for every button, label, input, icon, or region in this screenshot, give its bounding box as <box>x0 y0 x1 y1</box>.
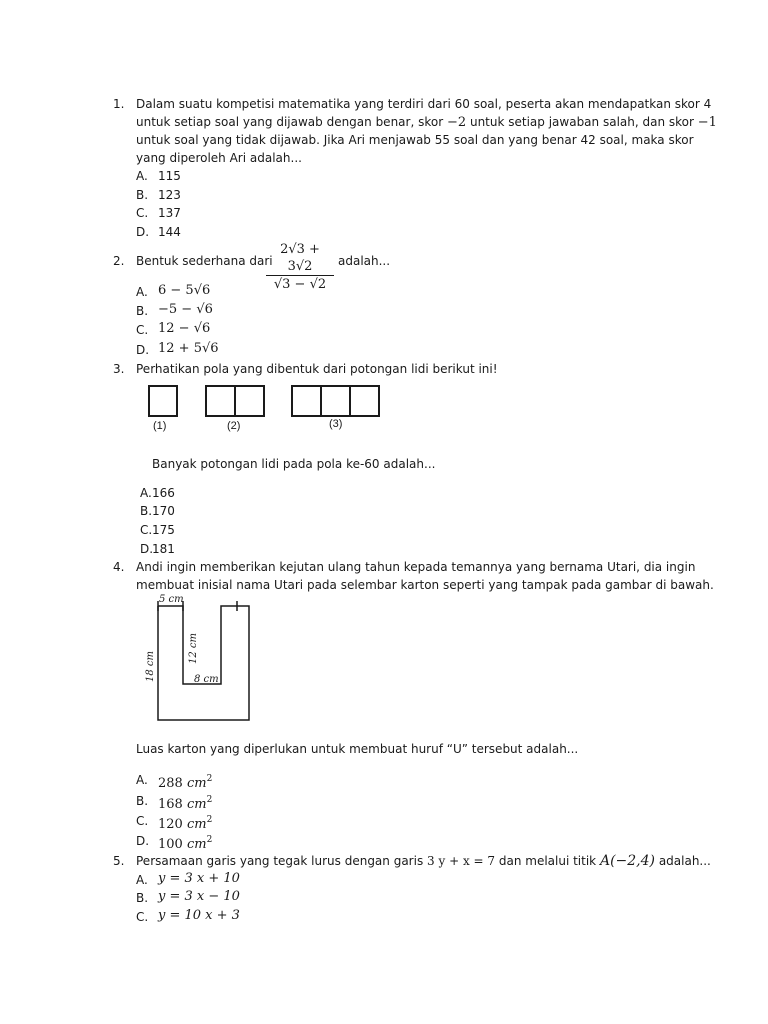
option-value: 115 <box>158 169 181 183</box>
option-letter: C. <box>136 910 149 924</box>
fraction <box>266 241 334 293</box>
question-number: 1. <box>113 97 125 111</box>
fraction-denominator: √3 − √2 <box>266 275 334 293</box>
pattern-3 <box>292 386 379 416</box>
option-value: −5 − √6 <box>158 302 213 317</box>
option-value: 166 <box>152 486 175 500</box>
dimension-label-outer-height: 18 cm <box>145 651 156 682</box>
option-letter: B. <box>136 794 149 808</box>
fraction-numerator: 2√3 + 3√2 <box>280 242 320 274</box>
math-minus-2: −2 <box>446 115 467 130</box>
option-letter: A. <box>136 773 148 787</box>
option-letter: A. <box>136 169 148 183</box>
u-shape-outline <box>158 606 249 720</box>
option-value: 120 $cm^2$ <box>158 815 213 832</box>
pattern-label: (1) <box>153 420 167 432</box>
math-minus-1: −1 <box>697 115 717 130</box>
dimension-label-inner-height: 12 cm <box>188 633 199 664</box>
option-value: y = 3 x + 10 <box>158 871 240 886</box>
option-letter: A. <box>140 486 152 500</box>
question-text: Persamaan garis yang tegak lurus dengan garis 3 y + x = 7 dan melalui titik A(−2,4) adalah... <box>136 853 711 869</box>
dimension-label-inner-width: 8 cm <box>194 674 219 685</box>
option-value: 181 <box>152 542 175 556</box>
question-text: Luas karton yang diperlukan untuk membuat huruf “U” tersebut adalah... <box>136 742 579 756</box>
option-letter: C. <box>136 814 149 828</box>
math-equation: 3 y + x = 7 <box>427 854 496 868</box>
pattern-1 <box>149 386 177 416</box>
option-value: y = 3 x − 10 <box>158 889 240 904</box>
letter-u-figure <box>140 592 260 724</box>
option-letter: B. <box>136 891 149 905</box>
option-value: 100 $cm^2$ <box>158 835 213 852</box>
option-letter: D. <box>140 542 154 556</box>
option-letter: A. <box>136 285 148 299</box>
question-number: 5. <box>113 854 125 868</box>
dimension-label-top: 5 cm <box>159 594 184 605</box>
option-letter: D. <box>136 343 150 357</box>
option-value: 123 <box>158 188 181 202</box>
question-number: 4. <box>113 560 125 574</box>
option-value: 137 <box>158 206 181 220</box>
option-letter: B. <box>136 304 149 318</box>
pattern-label: (2) <box>227 420 241 432</box>
option-letter: A. <box>136 873 148 887</box>
question-text-line: yang diperoleh Ari adalah... <box>136 151 302 165</box>
question-text: Bentuk sederhana dari <box>136 254 273 268</box>
option-letter: C. <box>136 323 149 337</box>
question-text-line: Andi ingin memberikan kejutan ulang tahun kepada temannya yang bernama Utari, dia ingin <box>136 560 696 574</box>
option-value: 144 <box>158 225 181 239</box>
option-letter: D. <box>136 834 150 848</box>
question-text-line: membuat inisial nama Utari pada selembar karton seperti yang tampak pada gambar di bawah. <box>136 578 714 592</box>
question-text-line: Dalam suatu kompetisi matematika yang terdiri dari 60 soal, peserta akan mendapatkan skor 4 <box>136 97 712 111</box>
option-value: 12 + 5√6 <box>158 341 219 356</box>
option-letter: B. <box>140 504 153 518</box>
question-number: 2. <box>113 254 125 268</box>
option-letter: D. <box>136 225 150 239</box>
option-value: 175 <box>152 523 175 537</box>
option-value: 170 <box>152 504 175 518</box>
pattern-label: (3) <box>329 418 343 430</box>
option-value: 6 − 5√6 <box>158 283 211 298</box>
option-value: 288 $cm^2$ <box>158 774 213 791</box>
option-value: 12 − √6 <box>158 321 211 336</box>
option-letter: B. <box>136 188 149 202</box>
question-text: Banyak potongan lidi pada pola ke-60 adalah... <box>152 457 436 471</box>
question-text: Perhatikan pola yang dibentuk dari potongan lidi berikut ini! <box>136 362 498 376</box>
question-text-line: untuk soal yang tidak dijawab. Jika Ari menjawab 55 soal dan yang benar 42 soal, maka skor <box>136 133 694 147</box>
option-letter: C. <box>140 523 153 537</box>
option-value: y = 10 x + 3 <box>158 908 240 923</box>
option-value: 168 $cm^2$ <box>158 795 213 812</box>
math-point: A(−2,4) <box>599 853 655 869</box>
option-letter: C. <box>136 206 149 220</box>
question-text-line: untuk setiap soal yang dijawab dengan benar, skor −2 untuk setiap jawaban salah, dan skor −1 <box>136 115 717 130</box>
question-number: 3. <box>113 362 125 376</box>
question-text: adalah... <box>338 254 391 268</box>
matchstick-pattern-figure <box>145 384 385 434</box>
